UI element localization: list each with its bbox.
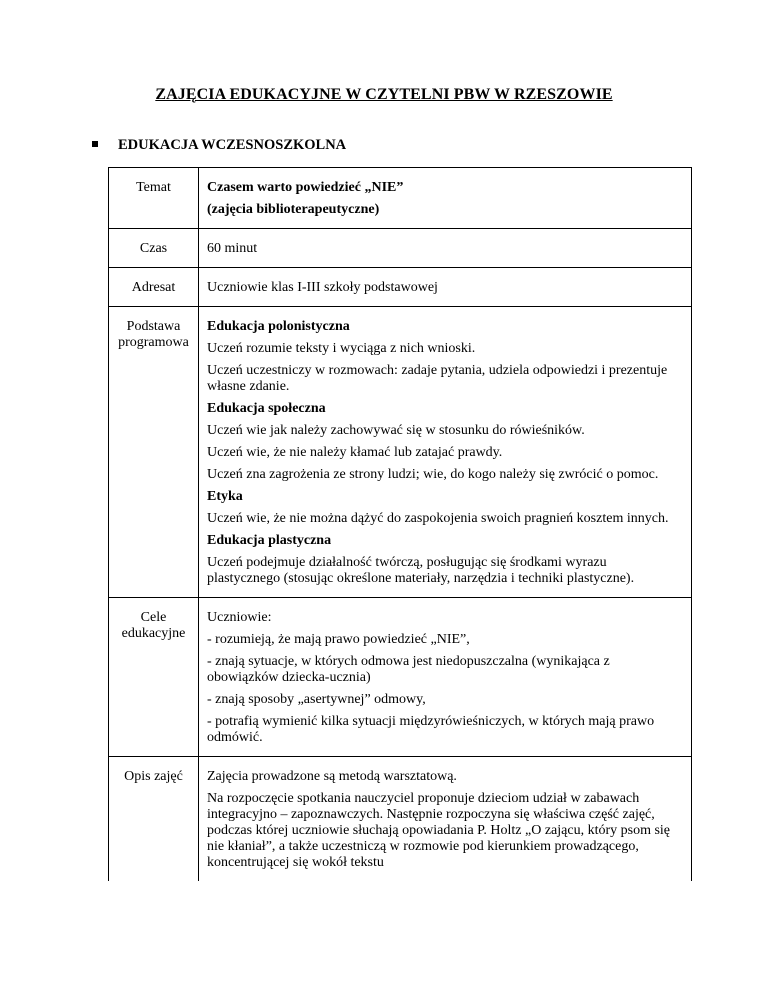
podstawa-item: Uczeń wie, że nie należy kłamać lub zatajać prawdy. [207,445,503,460]
podstawa-item: Edukacja polonistyczna [207,319,350,334]
label-podstawa: Podstawa programowa [109,307,199,598]
podstawa-item: Uczeń podejmuje działalność twórczą, posługując się środkami wyrazu plastycznego (stosując określone materiały, narzędzia i techniki plastyczne). [207,555,635,586]
label-opis: Opis zajęć [109,757,199,882]
row-podstawa [109,307,692,598]
value-podstawa [199,307,692,598]
document-title: ZAJĘCIA EDUKACYJNE W CZYTELNI PBW W RZESZOWIE [155,86,613,103]
label-temat: Temat [109,168,199,229]
square-bullet-icon [92,141,98,147]
podstawa-item: Uczeń wie, że nie można dążyć do zaspokojenia swoich pragnień kosztem innych. [207,511,669,526]
label-adresat: Adresat [109,268,199,307]
section-heading [92,137,346,154]
podstawa-item: Uczeń zna zagrożenia ze strony ludzi; wie, do kogo należy się zwrócić o pomoc. [207,467,659,482]
row-czas [109,229,692,268]
row-cele [109,598,692,757]
podstawa-item: Uczeń wie jak należy zachowywać się w stosunku do rówieśników. [207,423,585,438]
value-adresat: Uczniowie klas I-III szkoły podstawowej [199,268,692,307]
temat-title: Czasem warto powiedzieć „NIE” [207,180,404,195]
cele-item: - rozumieją, że mają prawo powiedzieć „NIE”, [207,632,470,647]
row-opis [109,757,692,882]
value-opis [199,757,692,882]
opis-item: Zajęcia prowadzone są metodą warsztatową. [207,769,457,784]
podstawa-item: Uczeń uczestniczy w rozmowach: zadaje pytania, udziela odpowiedzi i prezentuje własne zdanie. [207,363,668,394]
podstawa-item: Uczeń rozumie teksty i wyciąga z nich wnioski. [207,341,476,356]
opis-item: Na rozpoczęcie spotkania nauczyciel proponuje dzieciom udział w zabawach integracyjno – zapoznawczych. Następnie rozpoczyna się właściwa część zajęć, podczas której uczniowie słuchają opowiadania P. Holtz „O zającu, który psom się nie kłaniał”, a także uczestniczą w rozmowie pod kierunkiem prowadzącego, koncentrującej się wokół tekstu [207,791,671,870]
podstawa-item: Etyka [207,489,243,504]
row-temat [109,168,692,229]
label-cele: Cele edukacyjne [109,598,199,757]
temat-subtitle: (zajęcia biblioterapeutyczne) [207,202,380,217]
label-czas: Czas [109,229,199,268]
podstawa-item: Edukacja plastyczna [207,533,332,548]
row-adresat [109,268,692,307]
value-temat [199,168,692,229]
section-heading-text: EDUKACJA WCZESNOSZKOLNA [118,137,347,153]
value-czas: 60 minut [199,229,692,268]
cele-item: - znają sposoby „asertywnej” odmowy, [207,692,426,707]
value-cele [199,598,692,757]
podstawa-item: Edukacja społeczna [207,401,326,416]
cele-item: Uczniowie: [207,610,272,625]
cele-item: - znają sytuacje, w których odmowa jest niedopuszczalna (wynikająca z obowiązków dziecka-ucznia) [207,654,610,685]
lesson-table [108,167,692,881]
cele-item: - potrafią wymienić kilka sytuacji międzyrówieśniczych, w których mają prawo odmówić. [207,714,655,745]
